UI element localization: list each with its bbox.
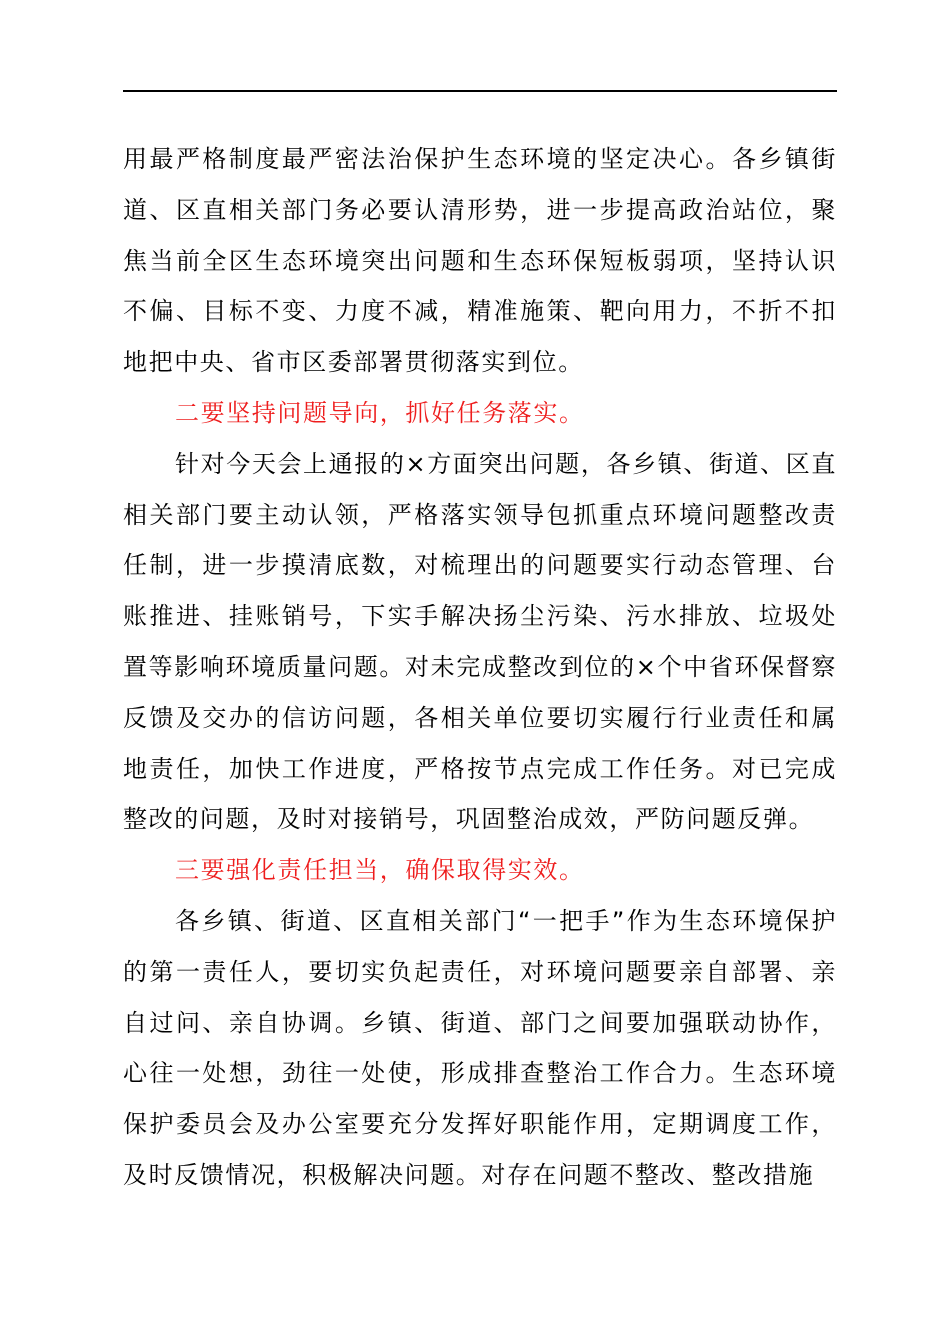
header-rule [123,90,837,92]
section-heading-2: 二要坚持问题导向，抓好任务落实。 [175,398,585,427]
section-heading-3: 三要强化责任担当，确保取得实效。 [175,856,585,885]
paragraph-section-2: 针对今天会上通报的×方面突出问题，各乡镇、街道、区直相关部门要主动认领，严格落实领导包抓重点环境问题整改责任制，进一步摸清底数，对梳理出的问题要实行动态管理、台账推进、挂账销号，下实手解决扬尘污染、污水排放、垃圾处置等影响环境质量问题。对未完成整改到位的×个中省环保督察反馈及交办的信访问题，各相关单位要切实履行行业责任和属地责任，加快工作进度，严格按节点完成工作任务。对已完成整改的问题，及时对接销号，巩固整治成效，严防问题反弹。 [123,449,837,834]
paragraph-section-3: 各乡镇、街道、区直相关部门“一把手”作为生态环境保护的第一责任人，要切实负起责任，对环境问题要亲自部署、亲自过问、亲自协调。乡镇、街道、部门之间要加强联动协作，心往一处想，劲往一处使，形成排查整治工作合力。生态环境保护委员会及办公室要充分发挥好职能作用，定期调度工作，及时反馈情况，积极解决问题。对存在问题不整改、整改措施 [123,906,837,1189]
document-body [123,134,837,1201]
paragraph-continued: 用最严格制度最严密法治保护生态环境的坚定决心。各乡镇街道、区直相关部门务必要认清形势，进一步提高政治站位，聚焦当前全区生态环境突出问题和生态环保短板弱项，坚持认识不偏、目标不变、力度不减，精准施策、靶向用力，不折不扣地把中央、省市区委部署贯彻落实到位。 [123,145,837,377]
